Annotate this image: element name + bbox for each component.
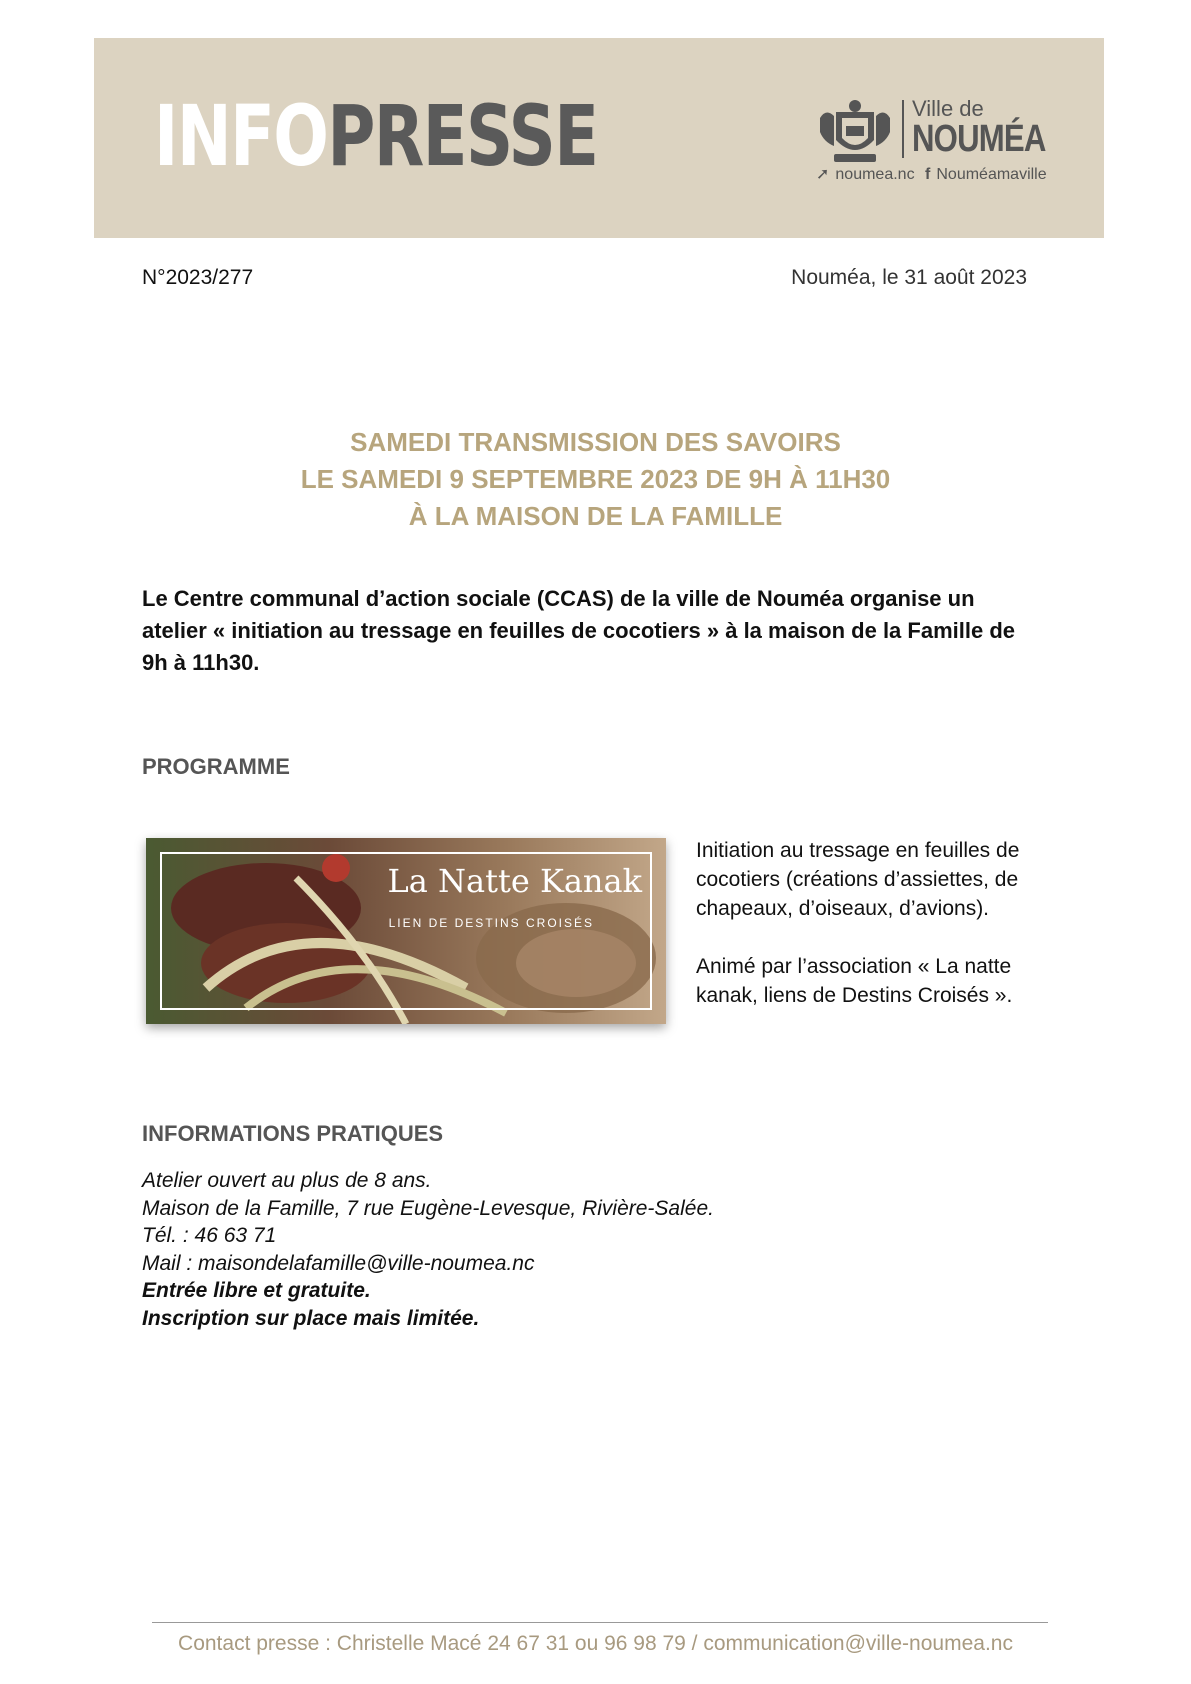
press-release-title — [0, 424, 1191, 535]
facebook-icon: f — [925, 166, 931, 183]
logo-divider — [902, 100, 904, 158]
dateline: Nouméa, le 31 août 2023 — [791, 266, 1027, 289]
logo-website: noumea.nc — [835, 166, 915, 183]
brand-presse: PRESSE — [327, 87, 598, 185]
ville-de-noumea-logo — [816, 96, 1046, 186]
logo-noumea: NOUMÉA — [912, 118, 1046, 160]
arrow-icon: ➚ — [816, 166, 830, 183]
title-line: À LA MAISON DE LA FAMILLE — [408, 501, 783, 531]
reference-number: N°2023/277 — [142, 266, 254, 289]
header-banner — [94, 38, 1104, 238]
info-line: Entrée libre et gratuite. — [142, 1279, 371, 1302]
logo-ville-de: Ville de — [912, 96, 984, 121]
title-line: SAMEDI TRANSMISSION DES SAVOIRS — [350, 427, 841, 457]
info-line: Mail : maisondelafamille@ville-noumea.nc — [142, 1251, 535, 1275]
programme-paragraph: Initiation au tressage en feuilles de cocotiers (créations d’assiettes, de chapeaux, d’oiseaux, d’avions). — [696, 839, 1020, 920]
image-subtitle: LIEN DE DESTINS CROISÉS — [388, 916, 594, 930]
brand-info: INFO — [154, 87, 328, 185]
footer-divider — [152, 1622, 1048, 1623]
programme-heading: PROGRAMME — [142, 754, 290, 779]
image-title: La Natte Kanak — [387, 862, 642, 900]
footer-contact: Contact presse : Christelle Macé 24 67 31 ou 96 98 79 / communication@ville-noumea.nc — [178, 1632, 1013, 1655]
lead-paragraph: Le Centre communal d’action sociale (CCAS) de la ville de Nouméa organise un atelier « initiation au tressage en feuilles de cocotiers » à la maison de la Famille de 9h à 11h30. — [142, 586, 1015, 675]
infos-list — [142, 1167, 714, 1332]
logo-social — [816, 164, 1053, 184]
info-line: Inscription sur place mais limitée. — [142, 1306, 480, 1330]
city-crest-icon — [816, 98, 894, 168]
natte-kanak-image — [146, 838, 666, 1024]
info-line: Maison de la Famille, 7 rue Eugène-Levesque, Rivière-Salée. — [142, 1196, 714, 1220]
info-line: Atelier ouvert au plus de 8 ans. — [142, 1169, 432, 1192]
infopresse-logo — [154, 87, 598, 185]
title-line: LE SAMEDI 9 SEPTEMBRE 2023 DE 9H À 11H30 — [300, 464, 891, 494]
programme-text — [696, 836, 1056, 1039]
programme-paragraph: Animé par l’association « La natte kanak, liens de Destins Croisés ». — [696, 955, 1013, 1007]
infos-heading: INFORMATIONS PRATIQUES — [142, 1121, 444, 1146]
info-line: Tél. : 46 63 71 — [142, 1224, 277, 1247]
logo-facebook: Nouméamaville — [936, 166, 1047, 183]
